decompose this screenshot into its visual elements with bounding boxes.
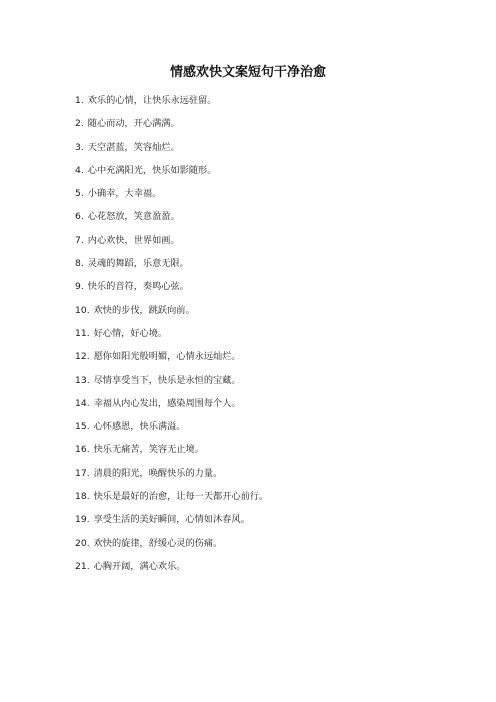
item-number: 2.: [75, 118, 84, 130]
item-number: 20.: [75, 537, 90, 549]
list-item: [75, 536, 268, 559]
list-item: [75, 93, 268, 116]
item-number: 10.: [75, 304, 90, 316]
list-item: [75, 116, 268, 139]
list-item: [75, 163, 268, 186]
item-number: 5.: [75, 188, 84, 200]
item-number: 12.: [75, 351, 90, 363]
list-item: [75, 209, 268, 232]
item-text: 内心欢快，世界如画。: [87, 234, 180, 246]
list-item: [75, 326, 268, 349]
list-item: [75, 349, 268, 372]
list-item: [75, 140, 268, 163]
quote-list: [75, 93, 268, 582]
item-text: 随心而动，开心满满。: [87, 118, 180, 130]
item-text: 快乐的音符，奏鸣心弦。: [87, 281, 189, 293]
list-item: [75, 256, 268, 279]
item-number: 15.: [75, 421, 90, 433]
list-item: [75, 489, 268, 512]
item-number: 13.: [75, 374, 90, 386]
item-text: 小确幸，大幸福。: [87, 188, 162, 200]
item-text: 快乐是最好的治愈，让每一天都开心前行。: [93, 491, 269, 503]
list-item: [75, 303, 268, 326]
item-text: 享受生活的美好瞬间，心情如沐春风。: [93, 514, 250, 526]
item-text: 好心情，好心境。: [93, 327, 168, 339]
item-number: 6.: [75, 211, 84, 223]
list-item: [75, 396, 268, 419]
item-number: 21.: [75, 560, 90, 572]
item-text: 心怀感恩，快乐满溢。: [93, 421, 186, 433]
item-text: 清晨的阳光，唤醒快乐的力量。: [93, 467, 223, 479]
item-text: 幸福从内心发出，感染周围每个人。: [93, 397, 241, 409]
item-number: 3.: [75, 141, 84, 153]
item-text: 愿你如阳光般明媚，心情永远灿烂。: [93, 351, 241, 363]
list-item: [75, 466, 268, 489]
item-number: 16.: [75, 444, 90, 456]
item-number: 4.: [75, 164, 84, 176]
list-item: [75, 233, 268, 256]
list-item: [75, 442, 268, 465]
list-item: [75, 279, 268, 302]
list-item: [75, 559, 268, 582]
item-text: 心花怒放，笑意盈盈。: [87, 211, 180, 223]
document-title: 情感欢快文案短句干净治愈: [169, 65, 326, 80]
item-text: 心胸开阔，满心欢乐。: [93, 560, 186, 572]
item-number: 17.: [75, 467, 90, 479]
item-number: 7.: [75, 234, 84, 246]
item-text: 欢快的旋律，舒缓心灵的伤痛。: [93, 537, 223, 549]
item-number: 11.: [75, 327, 90, 339]
item-text: 心中充满阳光，快乐如影随形。: [87, 164, 217, 176]
item-text: 欢乐的心情，让快乐永远驻留。: [87, 95, 217, 106]
item-number: 8.: [75, 258, 84, 270]
item-number: 18.: [75, 491, 90, 503]
list-item: [75, 373, 268, 396]
item-text: 欢快的步伐，跳跃向前。: [93, 304, 195, 316]
item-text: 尽情享受当下，快乐是永恒的宝藏。: [93, 374, 241, 386]
item-number: 14.: [75, 397, 90, 409]
list-item: [75, 419, 268, 442]
list-item: [75, 186, 268, 209]
list-item: [75, 512, 268, 535]
item-number: 1.: [75, 95, 84, 106]
item-text: 快乐无痛苦，笑容无止境。: [93, 444, 204, 456]
item-number: 19.: [75, 514, 90, 526]
item-text: 天空湛蓝，笑容灿烂。: [87, 141, 180, 153]
item-text: 灵魂的舞蹈，乐意无限。: [87, 258, 189, 270]
item-number: 9.: [75, 281, 84, 293]
